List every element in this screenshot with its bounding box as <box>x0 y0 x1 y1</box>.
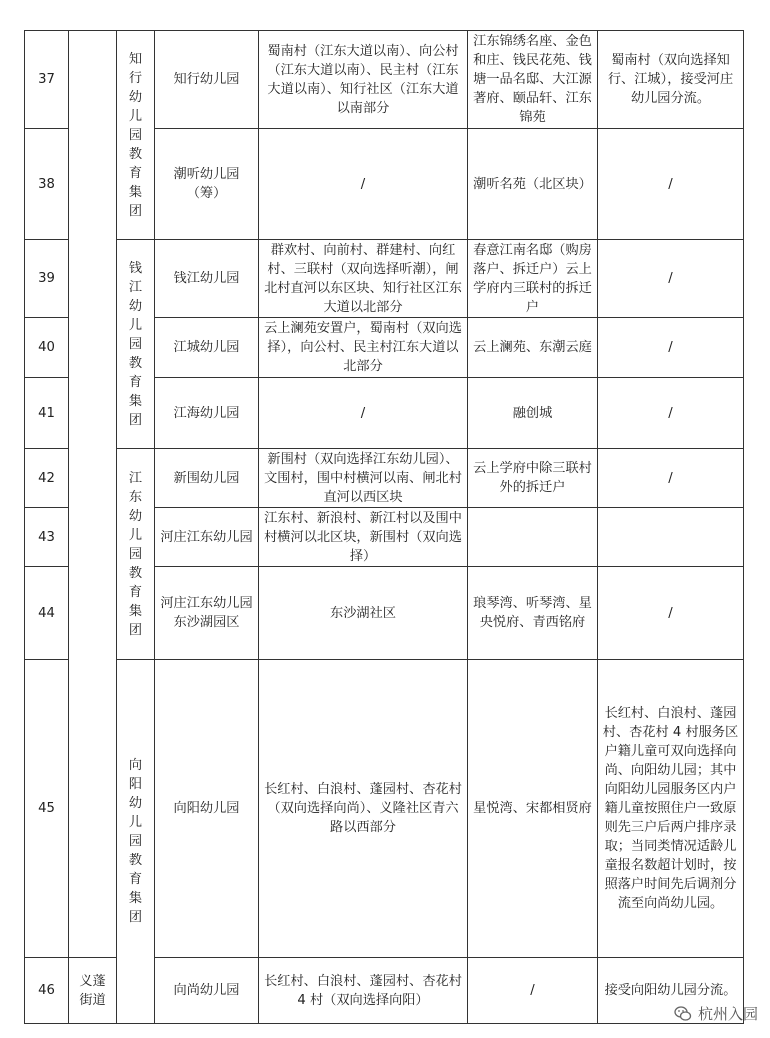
service-area-village: / <box>259 129 468 240</box>
kindergarten-name: 钱江幼儿园 <box>155 240 259 318</box>
kindergarten-name: 河庄江东幼儿园东沙湖园区 <box>155 567 259 660</box>
wechat-icon <box>674 1005 692 1023</box>
remark: / <box>598 567 744 660</box>
row-number: 37 <box>25 31 69 129</box>
service-area-village: / <box>259 378 468 449</box>
row-number: 39 <box>25 240 69 318</box>
service-area-table <box>24 30 744 1024</box>
table-row <box>25 31 744 129</box>
service-area-village: 蜀南村（江东大道以南）、向公村（江东大道以南）、民主村（江东大道以南）、知行社区（江东大道以南部分 <box>259 31 468 129</box>
street-cell-empty <box>69 31 117 958</box>
remark: 蜀南村（双向选择知行、江城），接受河庄幼儿园分流。 <box>598 31 744 129</box>
row-number: 42 <box>25 449 69 508</box>
remark: / <box>598 129 744 240</box>
row-number: 45 <box>25 660 69 958</box>
watermark <box>674 1003 758 1024</box>
service-area-village: 江东村、新浪村、新江村以及围中村横河以北区块，新围村（双向选择） <box>259 508 468 567</box>
table-row <box>25 449 744 508</box>
row-number: 40 <box>25 318 69 378</box>
service-area-community <box>468 508 598 567</box>
kindergarten-name: 河庄江东幼儿园 <box>155 508 259 567</box>
kindergarten-name: 向尚幼儿园 <box>155 958 259 1024</box>
service-area-village: 群欢村、向前村、群建村、向红村、三联村（双向选择听潮），闸北村直河以东区块、知行社区江东大道以北部分 <box>259 240 468 318</box>
remark: / <box>598 378 744 449</box>
group-cell: 江东幼儿园教育集团 <box>117 449 155 660</box>
row-number: 38 <box>25 129 69 240</box>
service-area-community: 春意江南名邸（购房落户、拆迁户）云上学府内三联村的拆迁户 <box>468 240 598 318</box>
service-area-village: 新围村（双向选择江东幼儿园）、文围村，围中村横河以南、闸北村直河以西区块 <box>259 449 468 508</box>
kindergarten-name: 知行幼儿园 <box>155 31 259 129</box>
remark: / <box>598 449 744 508</box>
kindergarten-name: 江城幼儿园 <box>155 318 259 378</box>
table-row <box>25 240 744 318</box>
row-number: 44 <box>25 567 69 660</box>
row-number: 46 <box>25 958 69 1024</box>
group-cell: 向阳幼儿园教育集团 <box>117 660 155 1024</box>
service-area-village: 长红村、白浪村、蓬园村、杏花村（双向选择向尚）、义隆社区青六路以西部分 <box>259 660 468 958</box>
group-cell: 钱江幼儿园教育集团 <box>117 240 155 449</box>
service-area-village: 云上澜苑安置户，蜀南村（双向选择），向公村、民主村江东大道以北部分 <box>259 318 468 378</box>
kindergarten-name: 新围幼儿园 <box>155 449 259 508</box>
remark: 长红村、白浪村、蓬园村、杏花村 4 村服务区户籍儿童可双向选择向尚、向阳幼儿园；其中向阳幼儿园服务区内户籍儿童按照住户一致原则先三户后两户排序录取；当同类情况适龄儿童报名数超计划时，按照落户时间先后调剂分流至向尚幼儿园。 <box>598 660 744 958</box>
remark: 接受向阳幼儿园分流。 <box>598 958 744 1024</box>
service-area-community: 琅琴湾、听琴湾、星央悦府、青西铭府 <box>468 567 598 660</box>
service-area-community: 星悦湾、宋都相贤府 <box>468 660 598 958</box>
kindergarten-name: 向阳幼儿园 <box>155 660 259 958</box>
table-row <box>25 660 744 958</box>
street-cell: 义蓬街道 <box>69 958 117 1024</box>
service-area-community: 融创城 <box>468 378 598 449</box>
service-area-village: 东沙湖社区 <box>259 567 468 660</box>
row-number: 43 <box>25 508 69 567</box>
remark: / <box>598 240 744 318</box>
remark: / <box>598 318 744 378</box>
kindergarten-name: 潮听幼儿园（筹） <box>155 129 259 240</box>
service-area-community: 江东锦绣名座、金色和庄、钱民花苑、钱塘一品名邸、大江源著府、颐品轩、江东锦苑 <box>468 31 598 129</box>
row-number: 41 <box>25 378 69 449</box>
watermark-text: 杭州入园 <box>697 1005 758 1023</box>
service-area-village: 长红村、白浪村、蓬园村、杏花村 4 村（双向选择向阳） <box>259 958 468 1024</box>
kindergarten-name: 江海幼儿园 <box>155 378 259 449</box>
group-cell: 知行幼儿园教育集团 <box>117 31 155 240</box>
service-area-community: 云上澜苑、东潮云庭 <box>468 318 598 378</box>
service-area-community: 潮听名苑（北区块） <box>468 129 598 240</box>
service-area-community: / <box>468 958 598 1024</box>
remark <box>598 508 744 567</box>
service-area-community: 云上学府中除三联村外的拆迁户 <box>468 449 598 508</box>
